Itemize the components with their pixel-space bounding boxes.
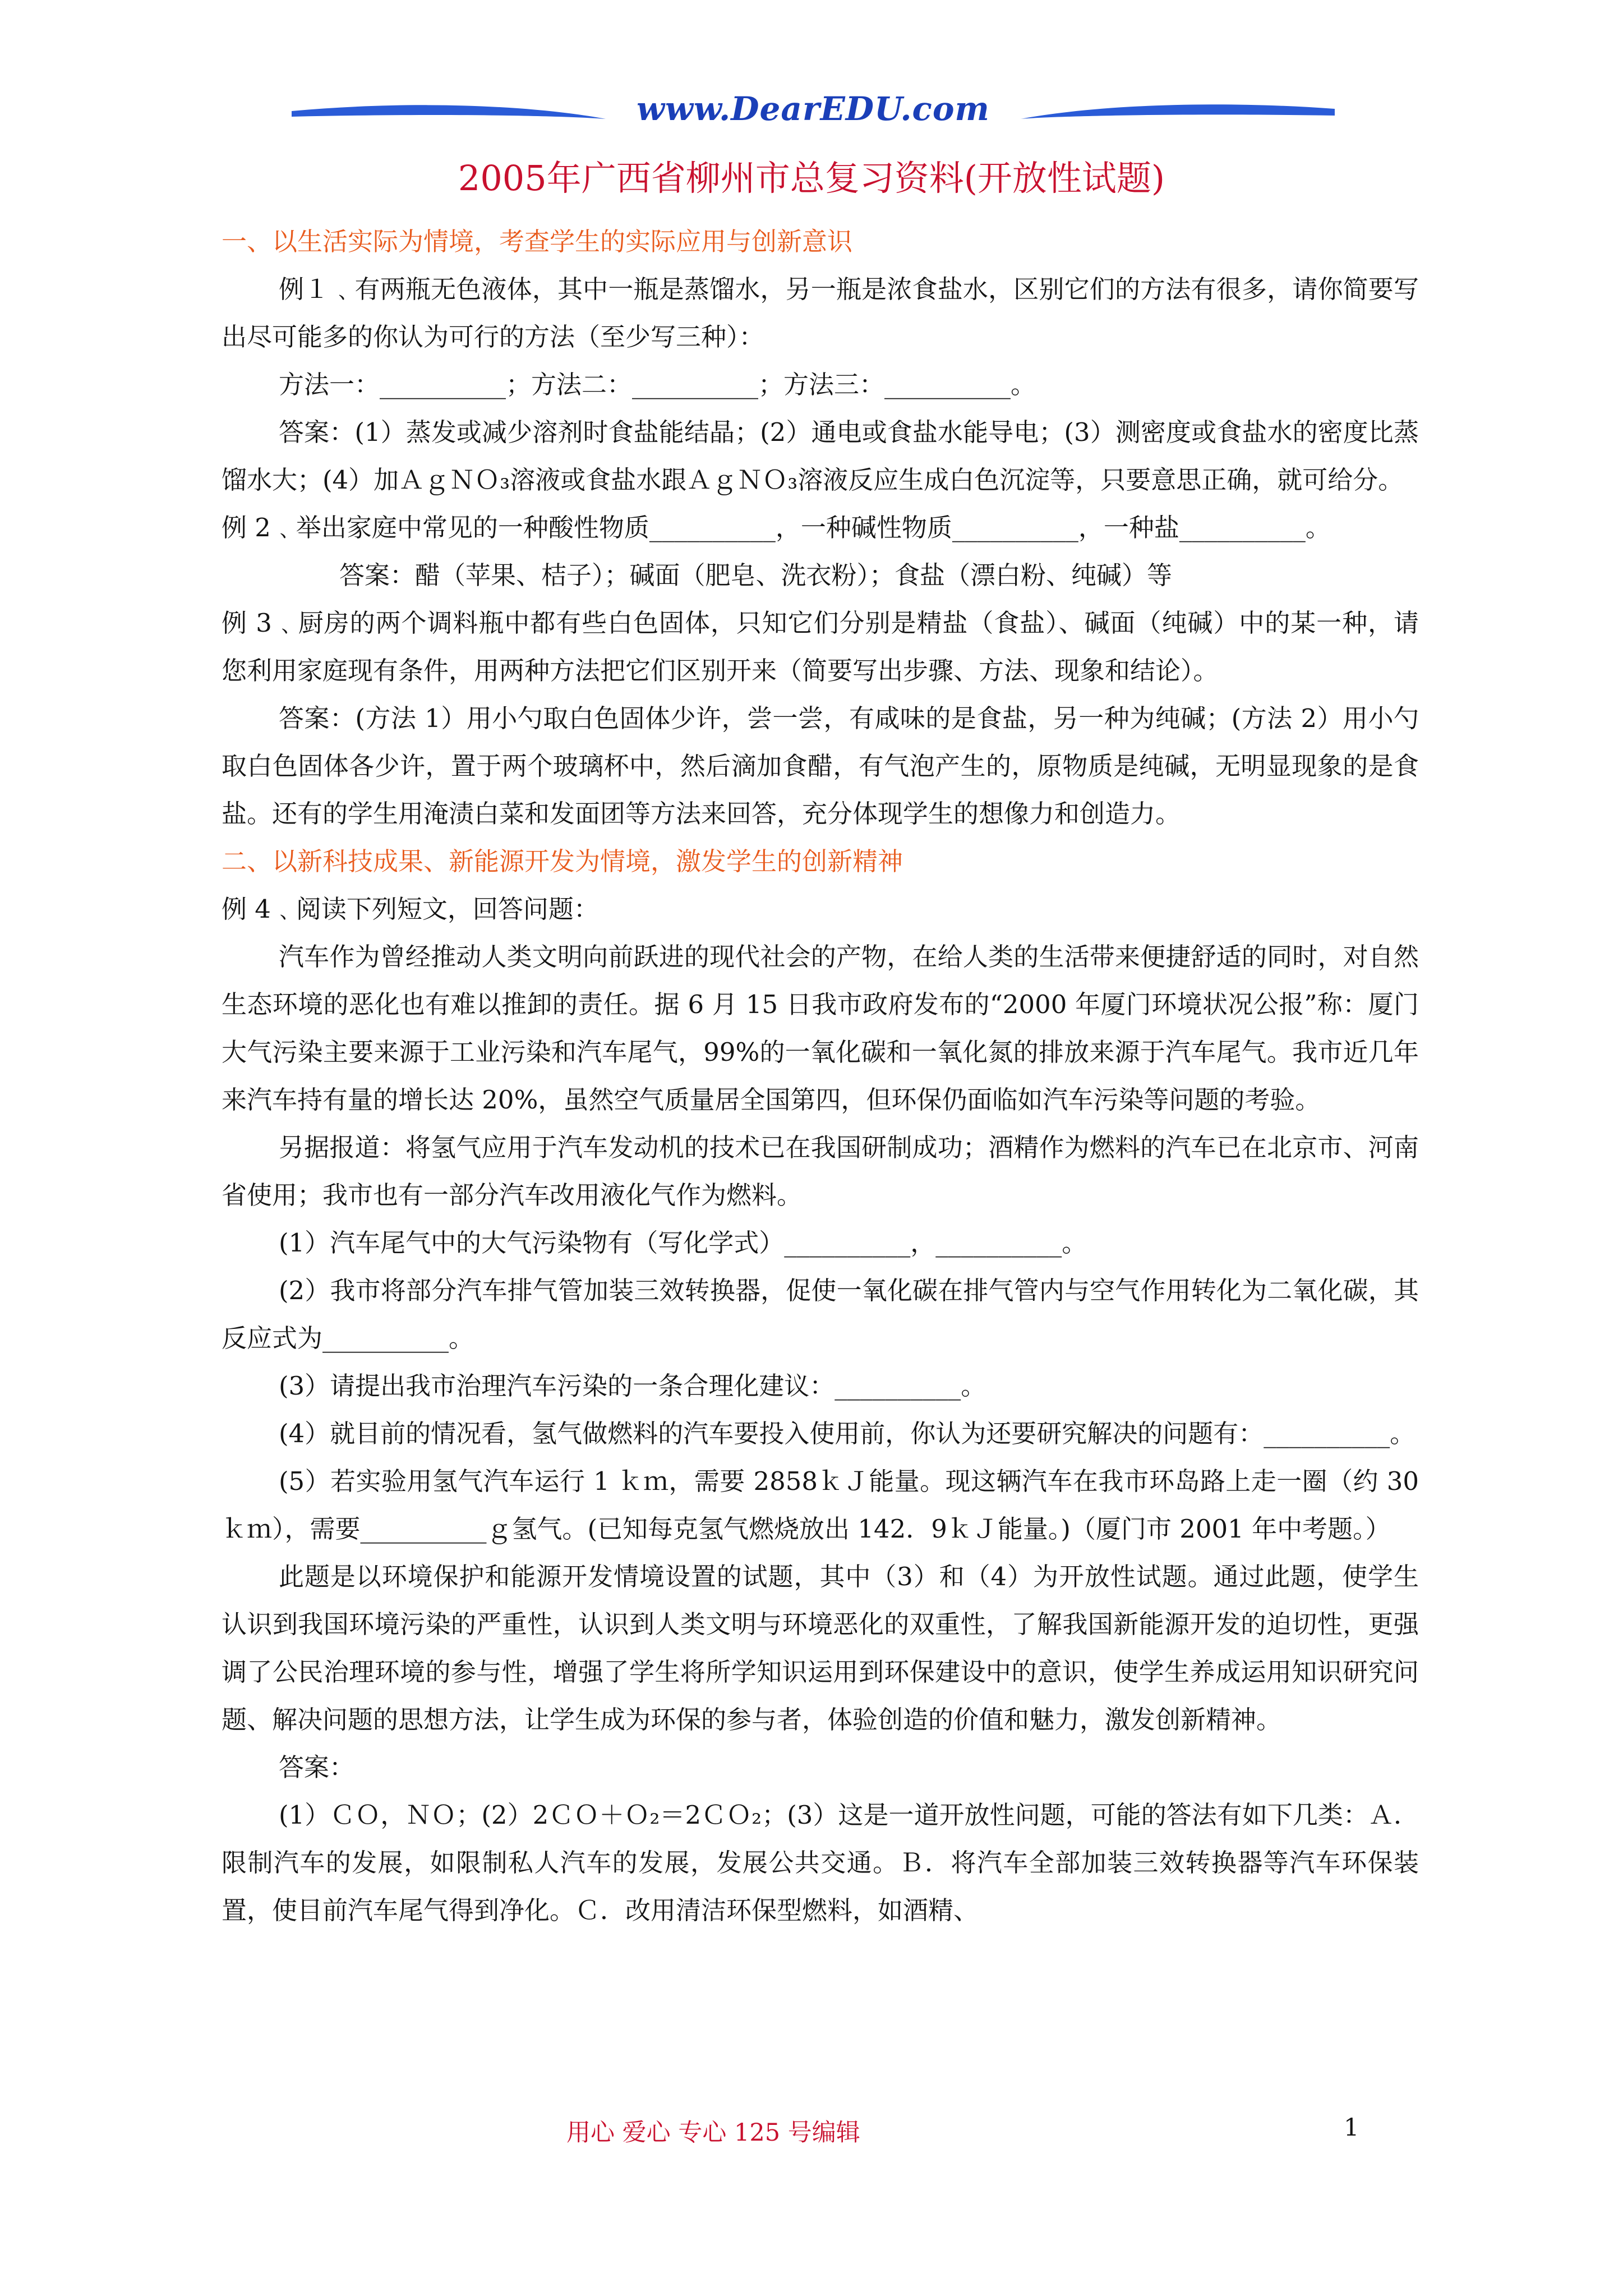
reading-passage-2: 另据报道：将氢气应用于汽车发动机的技术已在我国研制成功；酒精作为燃料的汽车已在北京市、河南省使用；我市也有一部分汽车改用液化气作为燃料。 <box>222 1133 1419 1210</box>
question-5: (5）若实验用氢气汽车运行 1 ｋｍ，需要 2858ｋＪ能量。现这辆汽车在我市环岛路上走一圈（约 30 ｋｍ），需要__________ｇ氢气。(已知每克氢气燃烧放出 142．9ｋＪ能量。)（厦门市 2001 年中考题。） <box>222 1466 1419 1544</box>
question-1: (1）汽车尾气中的大气污染物有（写化学式）__________，__________。 <box>279 1228 1087 1258</box>
site-name[interactable]: www.DearEDU.com <box>637 90 990 128</box>
answer-text: (1）ＣＯ，ＮＯ；(2）2ＣＯ＋Ｏ₂＝2ＣＯ₂；(3）这是一道开放性问题，可能的答法有如下几类：Ａ．限制汽车的发展，如限制私人汽车的发展，发展公共交通。Ｂ．将汽车全部加装三效转换器等汽车环保装置，使目前汽车尾气得到净化。Ｃ．改用清洁环保型燃料，如酒精、 <box>222 1800 1419 1925</box>
example-2-answer: 答案：醋（苹果、桔子）；碱面（肥皂、洗衣粉）；食盐（漂白粉、纯碱）等 <box>339 560 1173 590</box>
footer-text: 用心 爱心 专心 125 号编辑 <box>566 2119 860 2147</box>
page-number: 1 <box>1344 2114 1359 2142</box>
question-4: (4）就目前的情况看，氢气做燃料的汽车要投入使用前，你认为还要研究解决的问题有：__________。 <box>279 1419 1415 1448</box>
example-1-blanks: 方法一：__________；方法二：__________；方法三：__________。 <box>279 370 1036 399</box>
example-1-answer: 答案：(1）蒸发或减少溶剂时食盐能结晶；(2）通电或食盐水能导电；(3）测密度或食盐水的密度比蒸馏水大；(4）加ＡｇＮＯ₃溶液或食盐水跟ＡｇＮＯ₃溶液反应生成白色沉淀等，只要意思正确，就可给分。 <box>222 417 1419 495</box>
answer-label: 答案： <box>279 1752 355 1782</box>
header-banner <box>292 90 1335 151</box>
reading-passage-1: 汽车作为曾经推动人类文明向前跃进的现代社会的产物，在给人类的生活带来便捷舒适的同时，对自然生态环境的恶化也有难以推卸的责任。据 6 月 15 日我市政府发布的“2000 年厦门环境状况公报”称：厦门大气污染主要来源于工业污染和汽车尾气，99%的一氧化碳和一氧化氮的排放来源于汽车尾气。我市近几年来汽车持有量的增长达 20%，虽然空气质量居全国第四，但环保仍面临如汽车污染等问题的考验。 <box>222 942 1419 1115</box>
section-heading-1: 一、以生活实际为情境，考查学生的实际应用与创新意识 <box>222 227 853 256</box>
analysis-paragraph: 此题是以环境保护和能源开发情境设置的试题，其中（3）和（4）为开放性试题。通过此题，使学生认识到我国环境污染的严重性，认识到人类文明与环境恶化的双重性，了解我国新能源开发的迫切性，更强调了公民治理环境的参与性，增强了学生将所学知识运用到环保建设中的意识，使学生养成运用知识研究问题、解决问题的思想方法，让学生成为环保的参与者，体验创造的价值和魅力，激发创新精神。 <box>222 1562 1419 1734</box>
question-3: (3）请提出我市治理汽车污染的一条合理化建议：__________。 <box>279 1371 986 1401</box>
example-3-answer: 答案：(方法 1）用小勺取白色固体少许，尝一尝，有咸味的是食盐，另一种为纯碱；(方法 2）用小勺取白色固体各少许，置于两个玻璃杯中，然后滴加食醋，有气泡产生的，原物质是纯碱，无明显现象的是食盐。还有的学生用淹渍白菜和发面团等方法来回答，充分体现学生的想像力和创造力。 <box>222 703 1419 829</box>
document-body <box>222 218 1419 1934</box>
page-title: 2005年广西省柳州市总复习资料(开放性试题) <box>458 158 1165 199</box>
question-2: (2）我市将部分汽车排气管加装三效转换器，促使一氧化碳在排气管内与空气作用转化为二氧化碳，其反应式为__________。 <box>222 1276 1419 1353</box>
example-2-question: 例 2﹑举出家庭中常见的一种酸性物质__________，一种碱性物质__________，一种盐__________。 <box>222 513 1331 542</box>
example-1-question: 例１﹑有两瓶无色液体，其中一瓶是蒸馏水，另一瓶是浓食盐水，区别它们的方法有很多，请你简要写出尽可能多的你认为可行的方法（至少写三种）： <box>222 274 1419 352</box>
example-3-question: 例 3﹑厨房的两个调料瓶中都有些白色固体，只知它们分别是精盐（食盐）、碱面（纯碱）中的某一种，请您利用家庭现有条件，用两种方法把它们区别开来（简要写出步骤、方法、现象和结论）。 <box>222 608 1419 685</box>
section-heading-2: 二、以新科技成果、新能源开发为情境，激发学生的创新精神 <box>222 846 903 876</box>
example-4-intro: 例 4﹑阅读下列短文，回答问题： <box>222 894 599 924</box>
